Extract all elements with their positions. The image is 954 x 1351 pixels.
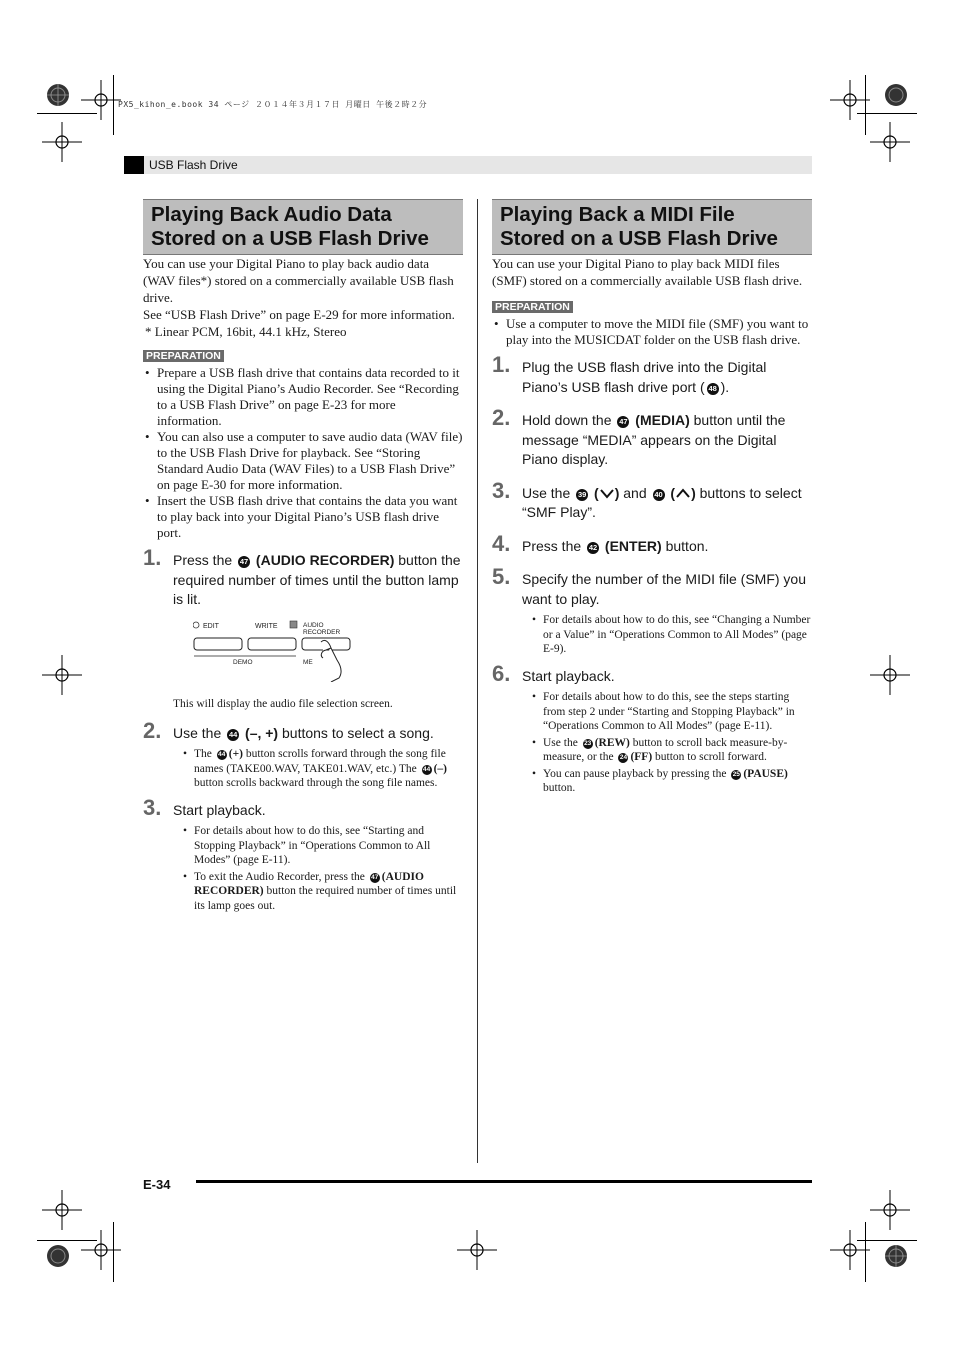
registration-mark-icon <box>38 75 78 115</box>
preparation-list <box>143 365 463 541</box>
button-number-icon: 47 <box>371 873 379 881</box>
button-number-icon: 44 <box>422 765 431 773</box>
list-item: • You can also use a computer to save audio data (WAV file) to the USB Flash Drive for playback. See “Storing Standard Audio Data (WAV Files) to a USB Flash Drive” on page E-30 for more information. <box>145 429 463 492</box>
crosshair-mark-icon <box>42 655 82 695</box>
button-number-icon: 25 <box>732 770 740 778</box>
figure-caption: This will display the audio file selection screen. <box>173 697 393 710</box>
list-item: • For details about how to do this, see “Changing a Number or a Value” in “Operations Common to All Modes” (page E-9). <box>532 614 811 655</box>
registration-mark-icon <box>876 75 916 115</box>
diagram-edit-label: EDIT <box>203 622 219 630</box>
crop-line <box>865 75 866 135</box>
step-2: 2. Use the 44 (–, +) buttons to select a song. • The 44 (+) button scrolls forward through the song file names (TAKE00.WAV, TAKE01.WAV, etc.) The 44 (–) button scrolls backward through the song file names. <box>143 724 463 791</box>
button-number-icon: 44 <box>218 751 226 758</box>
crop-line <box>37 113 97 114</box>
left-column <box>143 199 463 915</box>
crosshair-mark-icon <box>870 122 910 162</box>
list-item: • Use the 23 (REW) button to scroll back measure-by-measure, or the 24 (FF) button to scroll forward. <box>532 736 788 763</box>
list-item: • Use a computer to move the MIDI file (SMF) you want to play into the MUSICDAT folder on the USB flash drive. <box>494 316 809 347</box>
diagram-media-label: ME <box>303 658 313 666</box>
button-number-icon: 40 <box>654 489 663 499</box>
diagram-demo-label: DEMO <box>233 658 253 666</box>
list-item: • Prepare a USB flash drive that contains data recorded to it using the Digital Piano’s Audio Recorder. See “Recording to a USB Flash Drive” on page E-23 for more information. <box>145 365 460 428</box>
button-number-icon: 24 <box>619 754 628 761</box>
button-number-icon: 42 <box>588 542 598 552</box>
step-3: 3. Use the 39 ( ) and 40 ( ) buttons to select “SMF Play”. <box>492 477 802 520</box>
crosshair-mark-icon <box>870 1190 910 1230</box>
button-panel-diagram <box>193 620 353 682</box>
section-title: Playing Back Audio Data Stored on a USB Flash Drive <box>143 199 463 255</box>
crosshair-mark-icon <box>870 655 910 695</box>
running-header: USB Flash Drive <box>149 158 238 172</box>
preparation-list <box>492 316 812 348</box>
crop-line <box>857 113 917 114</box>
intro-text: You can use your Digital Piano to play back MIDI files (SMF) stored on a commercially available USB flash drive. <box>492 256 803 288</box>
footnote: * Linear PCM, 16bit, 44.1 kHz, Stereo <box>145 324 347 339</box>
crosshair-mark-icon <box>830 80 870 120</box>
crosshair-mark-icon <box>457 1230 497 1270</box>
crosshair-mark-icon <box>81 1230 121 1270</box>
list-item: • You can pause playback by pressing the 25 (PAUSE) button. <box>532 767 788 794</box>
right-column <box>492 199 812 798</box>
list-item: • Insert the USB flash drive that contains the data you want to play back into your Digital Piano’s USB flash drive port. <box>145 493 458 540</box>
chevron-up-icon <box>675 488 691 499</box>
crosshair-mark-icon <box>42 122 82 162</box>
section-title: Playing Back a MIDI File Stored on a USB Flash Drive <box>492 199 812 255</box>
crosshair-mark-icon <box>830 1230 870 1270</box>
step-notes <box>173 747 463 791</box>
step-notes <box>522 613 812 657</box>
crosshair-mark-icon <box>81 80 121 120</box>
list-item: • For details about how to do this, see the steps starting from step 2 under “Starting and Stopping Playback” in “Operations Common to All Modes” (page E-11). <box>532 691 795 732</box>
list-item: • To exit the Audio Recorder, press the 47 (AUDIO RECORDER) button the required number of times until its lamp goes out. <box>183 870 457 912</box>
chevron-down-icon <box>599 488 615 499</box>
button-number-icon: 44 <box>228 729 238 739</box>
list-item: • For details about how to do this, see “Starting and Stopping Playback” in “Operations Common to All Modes” (page E-11). <box>183 825 431 866</box>
button-number-icon: 39 <box>577 489 587 499</box>
crop-line <box>113 1222 114 1282</box>
crosshair-mark-icon <box>42 1190 82 1230</box>
preparation-label: PREPARATION <box>492 301 573 313</box>
diagram-recorder-label: RECORDER <box>303 628 341 636</box>
diagram-write-label: WRITE <box>255 622 278 630</box>
registration-mark-icon <box>38 1236 78 1276</box>
crop-line <box>857 1240 917 1241</box>
list-item: • The 44 (+) button scrolls forward through the song file names (TAKE00.WAV, TAKE01.WAV, etc.) The 44 (–) button scrolls backward through the song file names. <box>183 748 448 789</box>
step-5: 5. Specify the number of the MIDI file (SMF) you want to play. • For details about how to do this, see “Changing a Number or a Value” in “Operations Common to All Modes” (page E-9). <box>492 564 811 655</box>
crop-line <box>865 1222 866 1282</box>
button-number-icon: 47 <box>239 557 249 566</box>
footer-rule <box>196 1180 812 1183</box>
running-header-block <box>124 156 144 174</box>
preparation-label: PREPARATION <box>143 350 224 362</box>
see-reference: See “USB Flash Drive” on page E-29 for more information. <box>143 307 455 322</box>
step-notes <box>173 824 463 913</box>
diagram-audio-label: AUDIO <box>303 621 324 629</box>
step-4: 4. Press the 42 (ENTER) button. <box>492 530 709 556</box>
button-number-icon: 23 <box>584 739 592 747</box>
step-2: 2. Hold down the 47 (MEDIA) button until the message “MEDIA” appears on the Digital Piano display. <box>492 405 786 467</box>
crop-line <box>113 75 114 135</box>
registration-mark-icon <box>876 1236 916 1276</box>
button-number-icon: 48 <box>708 383 717 393</box>
intro-text: You can use your Digital Piano to play back audio data (WAV files*) stored on a commercially available USB flash drive. <box>143 256 454 305</box>
print-info: PX5_kihon_e.book 34 ページ ２０１４年３月１７日 月曜日 午後２時２分 <box>118 100 428 109</box>
column-divider <box>477 199 478 1163</box>
step-1: 1. Plug the USB flash drive into the Digital Piano’s USB flash drive port ( 48 ). <box>492 352 767 395</box>
crop-line <box>37 1240 97 1241</box>
step-3: 3. Start playback. • For details about how to do this, see “Starting and Stopping Playback” in “Operations Common to All Modes” (page E-11). • To exit the Audio Recorder, press the 47 (AUDIO RECORDER) button the required number of times until its lamp goes out. <box>143 801 463 914</box>
step-6: 6. Start playback. • For details about how to do this, see the steps starting from step 2 under “Starting and Stopping Playback” in “Operations Common to All Modes” (page E-11). • Use the 23 (REW) button to scroll back measure-by-measure, or the 24 (FF) button to scroll forward. • You can pause playback by pressing the 25 (PAUSE) button. <box>492 667 812 796</box>
step-notes <box>522 690 812 796</box>
page-number: E-34 <box>143 1177 171 1192</box>
step-1: 1. Press the 47 (AUDIO RECORDER) button the required number of times until the button lamp is lit. <box>143 545 461 607</box>
button-number-icon: 47 <box>619 417 628 426</box>
